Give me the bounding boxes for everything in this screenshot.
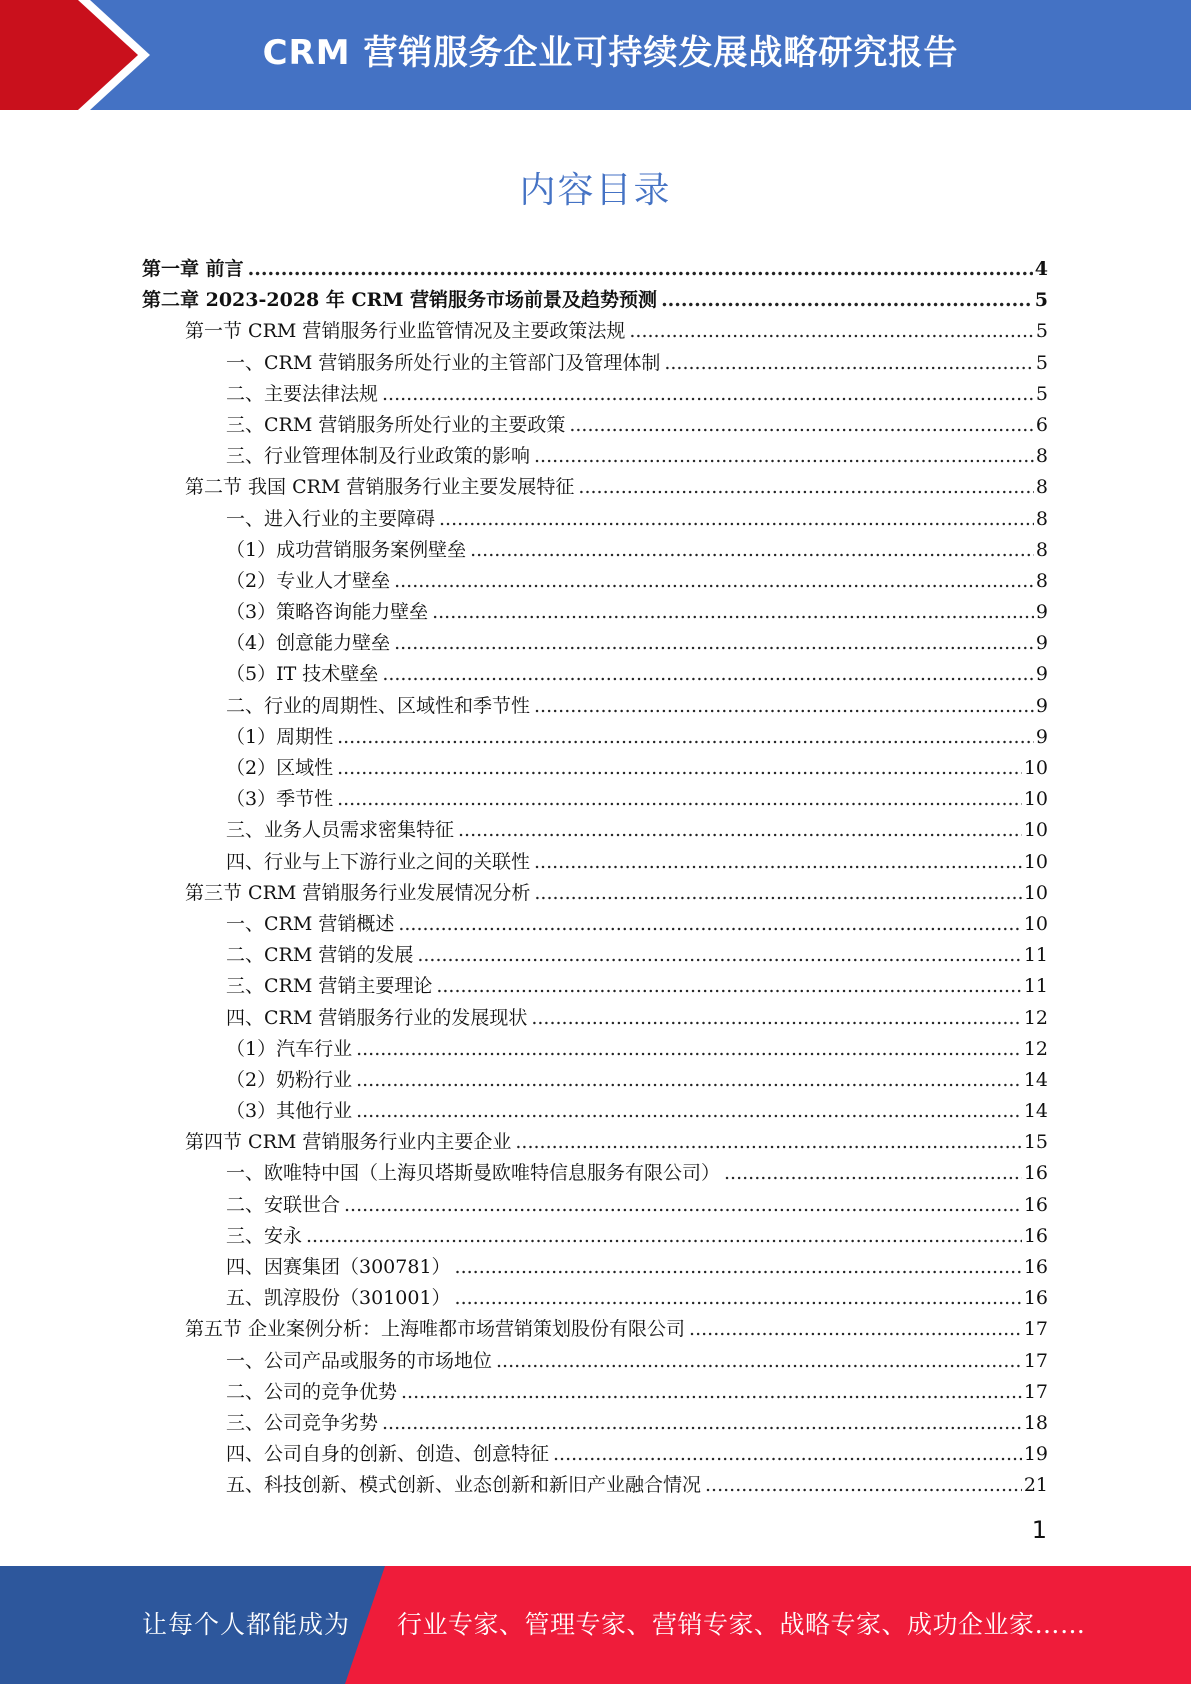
- toc-dot-leader: [531, 1003, 1021, 1034]
- toc-entry-page: 16: [1023, 1224, 1048, 1247]
- toc-entry[interactable]: [142, 1283, 1048, 1314]
- toc-dot-leader: [705, 1470, 1022, 1501]
- toc-entry-page: 14: [1023, 1100, 1048, 1123]
- toc-entry[interactable]: [142, 753, 1048, 784]
- toc-entry-title: 一、CRM 营销概述: [226, 912, 395, 935]
- toc-entry-page: 16: [1023, 1256, 1048, 1278]
- toc-dot-leader: [458, 815, 1022, 846]
- toc-entry-page: 9: [1035, 694, 1048, 717]
- toc-entry-page: 6: [1035, 413, 1048, 436]
- toc-entry-page: 11: [1023, 944, 1048, 967]
- toc-entry-page: 4: [1034, 258, 1048, 280]
- toc-entry-page: 9: [1035, 663, 1048, 686]
- toc-dot-leader: [439, 504, 1034, 535]
- toc-entry-page: 10: [1023, 912, 1048, 935]
- toc-dot-leader: [337, 722, 1034, 753]
- toc-heading-entry[interactable]: [142, 254, 1048, 285]
- toc-entry-page: 8: [1035, 476, 1048, 499]
- toc-entry[interactable]: [142, 535, 1048, 566]
- toc-entry-page: 8: [1035, 507, 1048, 530]
- toc-entry-title: 二、安联世合: [226, 1193, 341, 1216]
- toc-entry[interactable]: [142, 1003, 1048, 1034]
- toc-entry-page: 10: [1023, 788, 1048, 811]
- toc-entry-title: 第二节 我国 CRM 营销服务行业主要发展特征: [185, 476, 575, 499]
- toc-dot-leader: [417, 940, 1021, 971]
- toc-dot-leader: [689, 1314, 1022, 1345]
- toc-entry-page: 18: [1023, 1411, 1048, 1434]
- toc-heading: 内容目录: [519, 170, 672, 211]
- toc-entry-page: 16: [1023, 1193, 1048, 1216]
- toc-entry[interactable]: [142, 847, 1048, 878]
- toc-entry-title: 三、业务人员需求密集特征: [226, 819, 455, 842]
- toc-entry-title: 三、行业管理体制及行业政策的影响: [226, 445, 531, 468]
- toc-entry[interactable]: [142, 379, 1048, 410]
- toc-dot-leader: [470, 535, 1034, 566]
- report-header: [0, 0, 1191, 110]
- toc-entry-title: 二、行业的周期性、区域性和季节性: [226, 694, 531, 717]
- toc-entry-title: （2）区域性: [226, 757, 334, 779]
- toc-entry-title: （4）创意能力壁垒: [226, 632, 391, 655]
- toc-entry[interactable]: [142, 566, 1048, 597]
- toc-entry[interactable]: [142, 1221, 1048, 1252]
- toc-dot-leader: [382, 1408, 1022, 1439]
- toc-entry[interactable]: [142, 1346, 1048, 1377]
- toc-dot-leader: [356, 1034, 1022, 1065]
- toc-dot-leader: [356, 1065, 1022, 1096]
- toc-dot-leader: [394, 628, 1034, 659]
- toc-entry[interactable]: [142, 1470, 1048, 1501]
- toc-dot-leader: [306, 1221, 1022, 1252]
- toc-dot-leader: [534, 878, 1021, 909]
- toc-entry-title: （2）专业人才壁垒: [226, 569, 391, 592]
- toc-entry[interactable]: [142, 1439, 1048, 1470]
- toc-entry-page: 16: [1023, 1162, 1048, 1185]
- toc-entry-title: （2）奶粉行业: [226, 1068, 353, 1091]
- table-of-contents: [142, 254, 1048, 1502]
- toc-heading-entry[interactable]: [142, 472, 1048, 503]
- toc-heading-entry[interactable]: [142, 285, 1048, 316]
- toc-dot-leader: [382, 659, 1034, 690]
- toc-entry-title: 第二章 2023-2028 年 CRM 营销服务市场前景及趋势预测: [142, 289, 658, 312]
- toc-entry-title: （5）IT 技术壁垒: [226, 663, 379, 686]
- toc-heading-entry[interactable]: [142, 878, 1048, 909]
- toc-dot-leader: [661, 285, 1033, 316]
- page-number: 1: [1031, 1516, 1047, 1544]
- toc-entry-page: 9: [1035, 632, 1048, 655]
- toc-dot-leader: [496, 1346, 1022, 1377]
- toc-dot-leader: [455, 1252, 1022, 1283]
- toc-entry-title: （3）季节性: [226, 788, 334, 811]
- toc-dot-leader: [337, 784, 1022, 815]
- toc-entry-page: 8: [1035, 538, 1048, 561]
- toc-entry[interactable]: [142, 1096, 1048, 1127]
- toc-entry-title: 四、公司自身的创新、创造、创意特征: [226, 1443, 550, 1466]
- toc-entry-title: （3）策略咨询能力壁垒: [226, 601, 429, 624]
- toc-entry-title: （3）其他行业: [226, 1100, 353, 1123]
- toc-entry-title: 第五节 企业案例分析：上海唯都市场营销策划股份有限公司: [185, 1318, 686, 1341]
- toc-entry-page: 10: [1023, 757, 1048, 779]
- toc-dot-leader: [534, 691, 1034, 722]
- toc-dot-leader: [356, 1096, 1022, 1127]
- toc-entry-page: 5: [1035, 320, 1048, 343]
- toc-entry-title: 第四节 CRM 营销服务行业内主要企业: [185, 1131, 512, 1154]
- toc-entry-title: 三、CRM 营销服务所处行业的主要政策: [226, 413, 566, 436]
- toc-entry-page: 11: [1023, 975, 1048, 998]
- toc-entry-title: 四、因赛集团（300781）: [226, 1256, 451, 1278]
- toc-entry-page: 5: [1034, 289, 1048, 312]
- toc-entry-title: 二、公司的竞争优势: [226, 1380, 398, 1403]
- toc-heading-entry[interactable]: [142, 1314, 1048, 1345]
- toc-heading-entry[interactable]: [142, 1127, 1048, 1158]
- toc-entry[interactable]: [142, 1065, 1048, 1096]
- toc-entry[interactable]: [142, 1034, 1048, 1065]
- toc-entry[interactable]: [142, 815, 1048, 846]
- toc-entry-page: 16: [1023, 1287, 1048, 1310]
- toc-entry-title: 二、CRM 营销的发展: [226, 944, 414, 967]
- report-title: CRM 营销服务企业可持续发展战略研究报告: [262, 33, 959, 73]
- toc-entry-page: 9: [1035, 725, 1048, 748]
- toc-dot-leader: [337, 753, 1022, 784]
- toc-dot-leader: [436, 971, 1021, 1002]
- toc-entry-page: 17: [1023, 1380, 1048, 1403]
- toc-entry-title: 第一章 前言: [142, 258, 244, 280]
- toc-entry[interactable]: [142, 410, 1048, 441]
- toc-entry-page: 5: [1035, 351, 1048, 374]
- page-footer: [0, 1566, 1191, 1684]
- toc-dot-leader: [398, 909, 1021, 940]
- toc-dot-leader: [455, 1283, 1022, 1314]
- toc-entry-page: 12: [1023, 1037, 1048, 1060]
- toc-entry-title: 五、凯淳股份（301001）: [226, 1287, 451, 1310]
- toc-entry-title: 一、CRM 营销服务所处行业的主管部门及管理体制: [226, 351, 661, 374]
- toc-dot-leader: [553, 1439, 1022, 1470]
- toc-entry-title: 一、公司产品或服务的市场地位: [226, 1349, 493, 1372]
- toc-entry[interactable]: [142, 441, 1048, 472]
- toc-dot-leader: [382, 379, 1034, 410]
- footer-slogan-right: 行业专家、管理专家、营销专家、战略专家、成功企业家……: [397, 1610, 1086, 1639]
- toc-entry-title: 四、CRM 营销服务行业的发展现状: [226, 1006, 528, 1029]
- toc-entry[interactable]: [142, 597, 1048, 628]
- toc-entry-page: 19: [1023, 1443, 1048, 1466]
- toc-entry[interactable]: [142, 940, 1048, 971]
- toc-dot-leader: [534, 847, 1022, 878]
- toc-entry-title: 五、科技创新、模式创新、业态创新和新旧产业融合情况: [226, 1474, 702, 1497]
- toc-entry-page: 12: [1023, 1006, 1048, 1029]
- toc-heading-entry[interactable]: [142, 316, 1048, 347]
- toc-entry[interactable]: [142, 504, 1048, 535]
- toc-entry-page: 14: [1023, 1068, 1048, 1091]
- toc-entry-page: 10: [1023, 881, 1048, 904]
- toc-entry-title: （1）汽车行业: [226, 1037, 353, 1060]
- toc-entry-title: 第一节 CRM 营销服务行业监管情况及主要政策法规: [185, 320, 626, 343]
- footer-slogan-left: 让每个人都能成为: [142, 1610, 351, 1639]
- toc-entry-page: 17: [1023, 1318, 1048, 1341]
- toc-dot-leader: [394, 566, 1034, 597]
- toc-entry-page: 8: [1035, 569, 1048, 592]
- toc-entry[interactable]: [142, 1158, 1048, 1189]
- toc-entry-title: 三、公司竞争劣势: [226, 1411, 379, 1434]
- toc-dot-leader: [724, 1158, 1022, 1189]
- toc-dot-leader: [534, 441, 1034, 472]
- toc-entry-title: 一、欧唯特中国（上海贝塔斯曼欧唯特信息服务有限公司）: [226, 1162, 721, 1185]
- toc-entry-page: 9: [1035, 601, 1048, 624]
- header-arrow-icon: [0, 0, 138, 110]
- toc-entry[interactable]: [142, 348, 1048, 379]
- toc-entry-title: 三、安永: [226, 1224, 303, 1247]
- toc-entry-page: 5: [1035, 382, 1048, 405]
- toc-entry-title: 二、主要法律法规: [226, 382, 379, 405]
- toc-entry-page: 10: [1023, 850, 1048, 873]
- toc-entry[interactable]: [142, 691, 1048, 722]
- toc-dot-leader: [432, 597, 1034, 628]
- toc-entry-title: 第三节 CRM 营销服务行业发展情况分析: [185, 881, 531, 904]
- toc-dot-leader: [629, 316, 1034, 347]
- toc-dot-leader: [664, 348, 1034, 379]
- toc-entry[interactable]: [142, 1190, 1048, 1221]
- toc-dot-leader: [344, 1190, 1022, 1221]
- toc-entry[interactable]: [142, 659, 1048, 690]
- toc-entry-page: 10: [1023, 819, 1048, 842]
- toc-entry-title: （1）成功营销服务案例壁垒: [226, 538, 467, 561]
- toc-entry[interactable]: [142, 628, 1048, 659]
- toc-entry[interactable]: [142, 722, 1048, 753]
- toc-entry-title: 三、CRM 营销主要理论: [226, 975, 433, 998]
- toc-entry[interactable]: [142, 1408, 1048, 1439]
- toc-entry-page: 21: [1023, 1474, 1048, 1497]
- toc-entry[interactable]: [142, 784, 1048, 815]
- toc-entry[interactable]: [142, 909, 1048, 940]
- toc-entry-page: 15: [1023, 1131, 1048, 1154]
- toc-entry-title: （1）周期性: [226, 725, 334, 748]
- toc-entry[interactable]: [142, 971, 1048, 1002]
- toc-dot-leader: [569, 410, 1034, 441]
- toc-dot-leader: [515, 1127, 1021, 1158]
- toc-entry[interactable]: [142, 1252, 1048, 1283]
- toc-dot-leader: [248, 254, 1033, 285]
- toc-entry-title: 一、进入行业的主要障碍: [226, 507, 436, 530]
- toc-entry-title: 四、行业与上下游行业之间的关联性: [226, 850, 531, 873]
- toc-dot-leader: [578, 472, 1033, 503]
- toc-entry-page: 8: [1035, 445, 1048, 468]
- toc-dot-leader: [401, 1377, 1022, 1408]
- toc-entry[interactable]: [142, 1377, 1048, 1408]
- toc-entry-page: 17: [1023, 1349, 1048, 1372]
